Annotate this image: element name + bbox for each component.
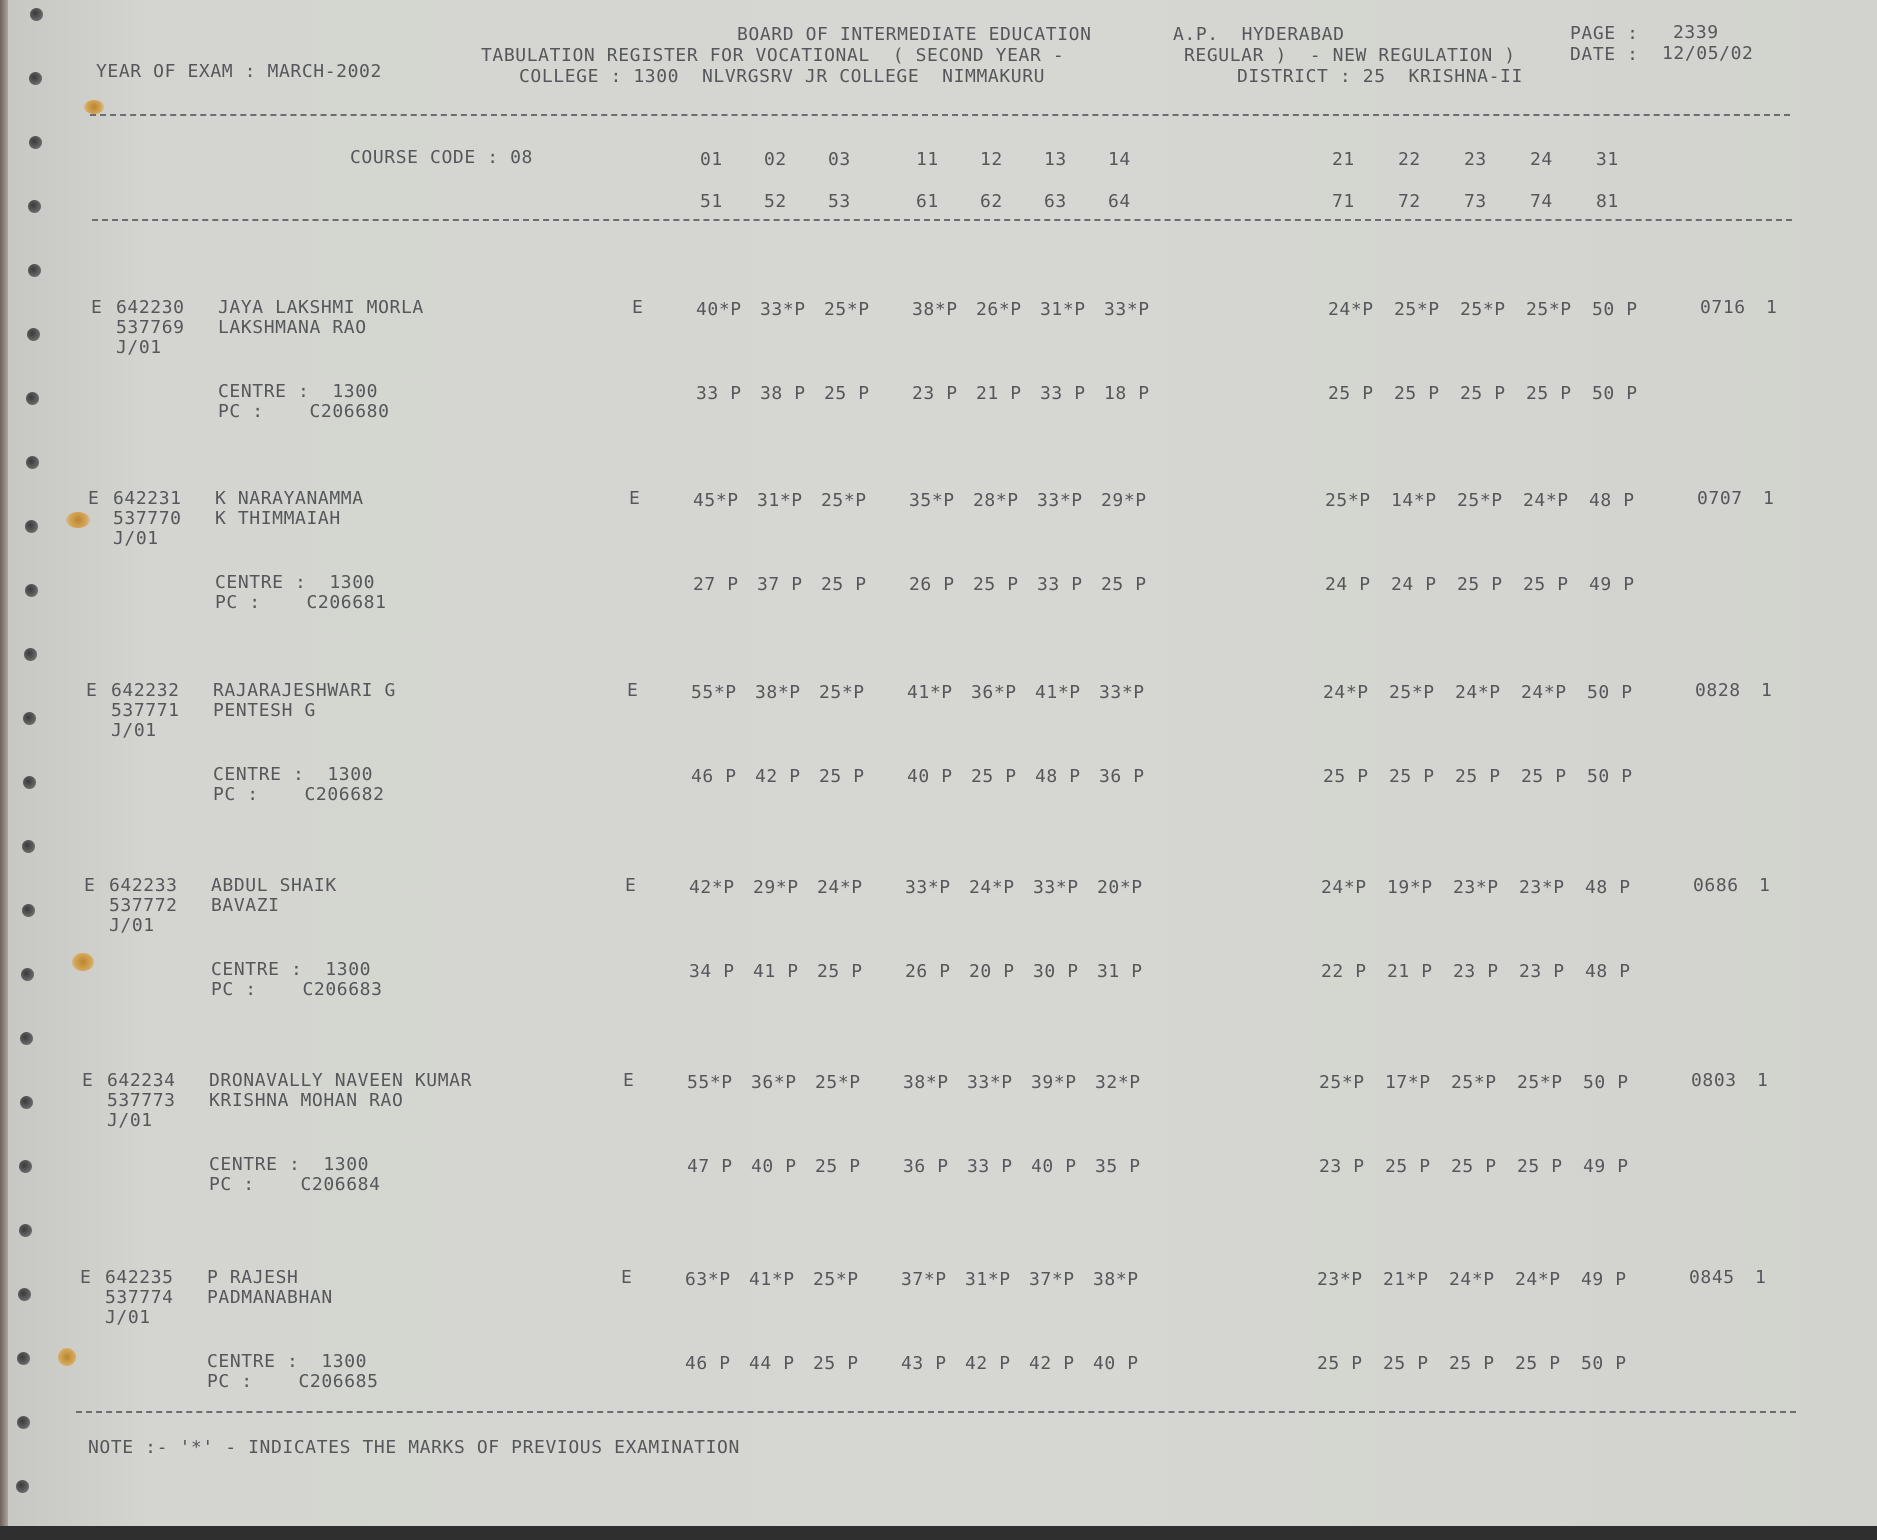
course-code-cell: 81 — [1596, 191, 1619, 212]
course-code-cell: 63 — [1044, 191, 1067, 212]
stain — [66, 512, 90, 528]
mark-cell: 25*P — [1389, 682, 1435, 703]
punch-hole — [28, 264, 41, 277]
mark-cell: 24*P — [969, 877, 1015, 898]
mark-cell: 37*P — [1029, 1269, 1075, 1290]
mark-cell: 23*P — [1317, 1269, 1363, 1290]
punch-hole — [19, 1160, 32, 1173]
mark-cell: 48 P — [1585, 877, 1631, 898]
mark-cell: 40*P — [696, 299, 742, 320]
division: 1 — [1763, 488, 1775, 509]
mark-cell: 50 P — [1587, 682, 1633, 703]
centre: CENTRE : 1300 — [211, 959, 372, 980]
mark-cell: 41*P — [749, 1269, 795, 1290]
medium: E — [629, 488, 641, 509]
mark-cell: 37 P — [757, 574, 803, 595]
mark-cell: 48 P — [1585, 961, 1631, 982]
mark-cell: 33*P — [1099, 682, 1145, 703]
pc-number: PC : C206685 — [207, 1371, 379, 1392]
mark-cell: 50 P — [1581, 1353, 1627, 1374]
centre: CENTRE : 1300 — [209, 1154, 370, 1175]
mark-cell: 33*P — [1037, 490, 1083, 511]
hall-ticket-number: 642235 — [105, 1267, 174, 1288]
mark-cell: 24*P — [1521, 682, 1567, 703]
mark-cell: 33*P — [967, 1072, 1013, 1093]
mark-cell: 31*P — [1040, 299, 1086, 320]
medium: E — [621, 1267, 633, 1288]
course-code-cell: 23 — [1464, 149, 1487, 170]
student-name: DRONAVALLY NAVEEN KUMAR — [209, 1070, 473, 1091]
mark-cell: 34 P — [689, 961, 735, 982]
course-code-cell: 61 — [916, 191, 939, 212]
punch-hole — [17, 1416, 30, 1429]
mark-cell: 33 P — [1037, 574, 1083, 595]
course-code-cell: 73 — [1464, 191, 1487, 212]
punch-hole — [20, 1096, 33, 1109]
student-name: JAYA LAKSHMI MORLA — [218, 297, 424, 318]
mark-cell: 25 P — [973, 574, 1019, 595]
mark-cell: 36*P — [971, 682, 1017, 703]
mark-cell: 25*P — [821, 490, 867, 511]
mark-cell: 25*P — [1457, 490, 1503, 511]
stain — [58, 1348, 76, 1366]
mark-cell: 40 P — [1093, 1353, 1139, 1374]
mark-cell: 33*P — [1104, 299, 1150, 320]
mark-cell: 18 P — [1104, 383, 1150, 404]
punch-hole — [20, 1032, 33, 1045]
date-label: DATE : — [1570, 44, 1639, 65]
mark-cell: 24*P — [1323, 682, 1369, 703]
mark-cell: 20 P — [969, 961, 1015, 982]
mark-cell: 41 P — [753, 961, 799, 982]
mark-cell: 33 P — [696, 383, 742, 404]
mark-cell: 25*P — [815, 1072, 861, 1093]
mark-cell: 39*P — [1031, 1072, 1077, 1093]
mark-cell: 43 P — [901, 1353, 947, 1374]
mark-cell: 25 P — [813, 1353, 859, 1374]
mark-cell: 21 P — [976, 383, 1022, 404]
punch-hole — [25, 584, 38, 597]
course-code-cell: 12 — [980, 149, 1003, 170]
mark-cell: 30 P — [1033, 961, 1079, 982]
father-name: KRISHNA MOHAN RAO — [209, 1090, 404, 1111]
father-name: PADMANABHAN — [207, 1287, 333, 1308]
mark-cell: 24*P — [1523, 490, 1569, 511]
course-code-cell: 14 — [1108, 149, 1131, 170]
year-of-exam: YEAR OF EXAM : MARCH-2002 — [96, 61, 382, 82]
mark-cell: 25 P — [817, 961, 863, 982]
hall-ticket-number: 642234 — [107, 1070, 176, 1091]
student-name: ABDUL SHAIK — [211, 875, 337, 896]
mark-cell: 24 P — [1391, 574, 1437, 595]
group-code: J/01 — [109, 915, 155, 936]
father-name: K THIMMAIAH — [215, 508, 341, 529]
course-code-cell: 64 — [1108, 191, 1131, 212]
mark-cell: 50 P — [1587, 766, 1633, 787]
mark-cell: 36*P — [751, 1072, 797, 1093]
mark-cell: 55*P — [687, 1072, 733, 1093]
hall-ticket-number: 642232 — [111, 680, 180, 701]
mark-cell: 44 P — [749, 1353, 795, 1374]
mark-cell: 24*P — [817, 877, 863, 898]
centre: CENTRE : 1300 — [207, 1351, 368, 1372]
board-title: BOARD OF INTERMEDIATE EDUCATION — [737, 24, 1092, 45]
course-code-cell: 22 — [1398, 149, 1421, 170]
binding-edge — [0, 0, 8, 1540]
mark-cell: 33*P — [905, 877, 951, 898]
mark-cell: 24*P — [1321, 877, 1367, 898]
mark-cell: 25*P — [1460, 299, 1506, 320]
mark-cell: 21*P — [1383, 1269, 1429, 1290]
punch-hole — [27, 328, 40, 341]
mark-cell: 42 P — [965, 1353, 1011, 1374]
mark-cell: 25 P — [1394, 383, 1440, 404]
mark-cell: 26 P — [909, 574, 955, 595]
registration-number: 537771 — [111, 700, 180, 721]
pc-number: PC : C206683 — [211, 979, 383, 1000]
punch-hole — [22, 904, 35, 917]
course-code-cell: 03 — [828, 149, 851, 170]
student-name: K NARAYANAMMA — [215, 488, 364, 509]
punch-hole — [22, 840, 35, 853]
mark-cell: 38*P — [903, 1072, 949, 1093]
column-header-rule — [92, 219, 1792, 221]
header-rule — [90, 114, 1790, 116]
course-code-cell: 01 — [700, 149, 723, 170]
regulation: REGULAR ) - NEW REGULATION ) — [1184, 45, 1516, 66]
division: 1 — [1757, 1070, 1769, 1091]
mark-cell: 25 P — [1449, 1353, 1495, 1374]
mark-cell: 29*P — [753, 877, 799, 898]
mark-cell: 31*P — [757, 490, 803, 511]
centre: CENTRE : 1300 — [218, 381, 379, 402]
course-code-cell: 02 — [764, 149, 787, 170]
date-value: 12/05/02 — [1662, 43, 1754, 64]
mark-cell: 42 P — [755, 766, 801, 787]
mark-cell: 25 P — [1521, 766, 1567, 787]
mark-cell: 46 P — [685, 1353, 731, 1374]
punch-hole — [29, 72, 42, 85]
pc-number: PC : C206682 — [213, 784, 385, 805]
mark-cell: 26*P — [976, 299, 1022, 320]
student-name: RAJARAJESHWARI G — [213, 680, 396, 701]
record-prefix: E — [88, 488, 100, 509]
mark-cell: 25 P — [1323, 766, 1369, 787]
hall-ticket-number: 642230 — [116, 297, 185, 318]
punch-hole — [29, 136, 42, 149]
mark-cell: 25*P — [1325, 490, 1371, 511]
pc-number: PC : C206681 — [215, 592, 387, 613]
punch-hole — [25, 520, 38, 533]
total-marks: 0828 — [1695, 680, 1741, 701]
mark-cell: 42*P — [689, 877, 735, 898]
mark-cell: 23 P — [912, 383, 958, 404]
mark-cell: 48 P — [1589, 490, 1635, 511]
mark-cell: 40 P — [1031, 1156, 1077, 1177]
record-prefix: E — [82, 1070, 94, 1091]
mark-cell: 36 P — [1099, 766, 1145, 787]
mark-cell: 24 P — [1325, 574, 1371, 595]
course-code-cell: 62 — [980, 191, 1003, 212]
mark-cell: 25 P — [1517, 1156, 1563, 1177]
group-code: J/01 — [105, 1307, 151, 1328]
mark-cell: 25*P — [1394, 299, 1440, 320]
mark-cell: 63*P — [685, 1269, 731, 1290]
mark-cell: 17*P — [1385, 1072, 1431, 1093]
registration-number: 537773 — [107, 1090, 176, 1111]
mark-cell: 50 P — [1592, 383, 1638, 404]
mark-cell: 25 P — [1389, 766, 1435, 787]
mark-cell: 25 P — [821, 574, 867, 595]
college: COLLEGE : 1300 NLVRGSRV JR COLLEGE NIMMAKURU — [519, 66, 1046, 87]
punch-hole — [16, 1480, 29, 1493]
mark-cell: 25*P — [1451, 1072, 1497, 1093]
punch-hole — [26, 456, 39, 469]
punch-hole — [23, 776, 36, 789]
total-marks: 0845 — [1689, 1267, 1735, 1288]
stain — [72, 953, 94, 971]
mark-cell: 42 P — [1029, 1353, 1075, 1374]
record-prefix: E — [80, 1267, 92, 1288]
division: 1 — [1761, 680, 1773, 701]
mark-cell: 24*P — [1449, 1269, 1495, 1290]
mark-cell: 25 P — [1101, 574, 1147, 595]
course-code-cell: 21 — [1332, 149, 1355, 170]
mark-cell: 21 P — [1387, 961, 1433, 982]
mark-cell: 25*P — [819, 682, 865, 703]
mark-cell: 38*P — [912, 299, 958, 320]
punch-hole — [21, 968, 34, 981]
course-code-cell: 11 — [916, 149, 939, 170]
course-code-cell: 71 — [1332, 191, 1355, 212]
mark-cell: 49 P — [1581, 1269, 1627, 1290]
mark-cell: 25*P — [1526, 299, 1572, 320]
mark-cell: 41*P — [907, 682, 953, 703]
mark-cell: 47 P — [687, 1156, 733, 1177]
course-code-cell: 53 — [828, 191, 851, 212]
mark-cell: 33*P — [1033, 877, 1079, 898]
punch-hole — [18, 1288, 31, 1301]
medium: E — [627, 680, 639, 701]
medium: E — [632, 297, 644, 318]
mark-cell: 23 P — [1319, 1156, 1365, 1177]
group-code: J/01 — [113, 528, 159, 549]
record-prefix: E — [91, 297, 103, 318]
punch-hole — [28, 200, 41, 213]
mark-cell: 20*P — [1097, 877, 1143, 898]
group-code: J/01 — [116, 337, 162, 358]
mark-cell: 28*P — [973, 490, 1019, 511]
page-bottom-edge — [0, 1526, 1877, 1540]
mark-cell: 38 P — [760, 383, 806, 404]
course-code-cell: 72 — [1398, 191, 1421, 212]
mark-cell: 48 P — [1035, 766, 1081, 787]
mark-cell: 25 P — [1515, 1353, 1561, 1374]
mark-cell: 35 P — [1095, 1156, 1141, 1177]
mark-cell: 38*P — [755, 682, 801, 703]
mark-cell: 25*P — [824, 299, 870, 320]
total-marks: 0803 — [1691, 1070, 1737, 1091]
pc-number: PC : C206684 — [209, 1174, 381, 1195]
mark-cell: 45*P — [693, 490, 739, 511]
course-code: COURSE CODE : 08 — [350, 147, 533, 168]
father-name: PENTESH G — [213, 700, 316, 721]
division: 1 — [1766, 297, 1778, 318]
mark-cell: 25 P — [1526, 383, 1572, 404]
medium: E — [623, 1070, 635, 1091]
mark-cell: 25 P — [1317, 1353, 1363, 1374]
mark-cell: 37*P — [901, 1269, 947, 1290]
mark-cell: 25 P — [1455, 766, 1501, 787]
total-marks: 0686 — [1693, 875, 1739, 896]
mark-cell: 33 P — [1040, 383, 1086, 404]
mark-cell: 25 P — [1451, 1156, 1497, 1177]
pc-number: PC : C206680 — [218, 401, 390, 422]
mark-cell: 33*P — [760, 299, 806, 320]
course-code-cell: 51 — [700, 191, 723, 212]
record-prefix: E — [84, 875, 96, 896]
page-number: 2339 — [1673, 22, 1719, 43]
course-code-cell: 24 — [1530, 149, 1553, 170]
student-name: P RAJESH — [207, 1267, 299, 1288]
mark-cell: 25 P — [1383, 1353, 1429, 1374]
stain — [84, 100, 104, 114]
course-code-cell: 13 — [1044, 149, 1067, 170]
mark-cell: 27 P — [693, 574, 739, 595]
mark-cell: 46 P — [691, 766, 737, 787]
father-name: BAVAZI — [211, 895, 280, 916]
punch-hole — [26, 392, 39, 405]
course-code-cell: 74 — [1530, 191, 1553, 212]
mark-cell: 41*P — [1035, 682, 1081, 703]
mark-cell: 40 P — [751, 1156, 797, 1177]
course-code-cell: 52 — [764, 191, 787, 212]
punch-hole — [24, 648, 37, 661]
board-location: A.P. HYDERABAD — [1173, 24, 1345, 45]
page-label: PAGE : — [1570, 23, 1639, 44]
registration-number: 537769 — [116, 317, 185, 338]
mark-cell: 38*P — [1093, 1269, 1139, 1290]
total-marks: 0716 — [1700, 297, 1746, 318]
mark-cell: 29*P — [1101, 490, 1147, 511]
mark-cell: 25 P — [1385, 1156, 1431, 1177]
mark-cell: 19*P — [1387, 877, 1433, 898]
registration-number: 537770 — [113, 508, 182, 529]
mark-cell: 25 P — [1523, 574, 1569, 595]
mark-cell: 24*P — [1328, 299, 1374, 320]
mark-cell: 36 P — [903, 1156, 949, 1177]
registration-number: 537772 — [109, 895, 178, 916]
mark-cell: 49 P — [1583, 1156, 1629, 1177]
mark-cell: 25*P — [1517, 1072, 1563, 1093]
mark-cell: 25*P — [1319, 1072, 1365, 1093]
mark-cell: 49 P — [1589, 574, 1635, 595]
mark-cell: 23 P — [1453, 961, 1499, 982]
group-code: J/01 — [107, 1110, 153, 1131]
punch-hole — [30, 8, 43, 21]
punch-hole — [17, 1352, 30, 1365]
mark-cell: 31 P — [1097, 961, 1143, 982]
mark-cell: 25 P — [1328, 383, 1374, 404]
mark-cell: 31*P — [965, 1269, 1011, 1290]
medium: E — [625, 875, 637, 896]
mark-cell: 23 P — [1519, 961, 1565, 982]
mark-cell: 26 P — [905, 961, 951, 982]
mark-cell: 55*P — [691, 682, 737, 703]
punch-hole — [19, 1224, 32, 1237]
mark-cell: 50 P — [1592, 299, 1638, 320]
centre: CENTRE : 1300 — [213, 764, 374, 785]
mark-cell: 25 P — [1457, 574, 1503, 595]
mark-cell: 35*P — [909, 490, 955, 511]
register-title: TABULATION REGISTER FOR VOCATIONAL ( SECOND YEAR - — [481, 45, 1065, 66]
mark-cell: 14*P — [1391, 490, 1437, 511]
mark-cell: 25*P — [813, 1269, 859, 1290]
total-marks: 0707 — [1697, 488, 1743, 509]
mark-cell: 25 P — [819, 766, 865, 787]
course-code-cell: 31 — [1596, 149, 1619, 170]
mark-cell: 25 P — [971, 766, 1017, 787]
registration-number: 537774 — [105, 1287, 174, 1308]
mark-cell: 24*P — [1515, 1269, 1561, 1290]
hall-ticket-number: 642231 — [113, 488, 182, 509]
punch-hole — [23, 712, 36, 725]
mark-cell: 23*P — [1453, 877, 1499, 898]
mark-cell: 25 P — [815, 1156, 861, 1177]
division: 1 — [1759, 875, 1771, 896]
hall-ticket-number: 642233 — [109, 875, 178, 896]
district: DISTRICT : 25 KRISHNA-II — [1237, 66, 1523, 87]
mark-cell: 50 P — [1583, 1072, 1629, 1093]
mark-cell: 23*P — [1519, 877, 1565, 898]
mark-cell: 22 P — [1321, 961, 1367, 982]
group-code: J/01 — [111, 720, 157, 741]
division: 1 — [1755, 1267, 1767, 1288]
record-prefix: E — [86, 680, 98, 701]
note: NOTE :- '*' - INDICATES THE MARKS OF PREVIOUS EXAMINATION — [88, 1437, 740, 1458]
footer-rule — [76, 1411, 1796, 1413]
father-name: LAKSHMANA RAO — [218, 317, 367, 338]
mark-cell: 33 P — [967, 1156, 1013, 1177]
centre: CENTRE : 1300 — [215, 572, 376, 593]
mark-cell: 32*P — [1095, 1072, 1141, 1093]
mark-cell: 24*P — [1455, 682, 1501, 703]
mark-cell: 25 P — [1460, 383, 1506, 404]
mark-cell: 40 P — [907, 766, 953, 787]
mark-cell: 25 P — [824, 383, 870, 404]
